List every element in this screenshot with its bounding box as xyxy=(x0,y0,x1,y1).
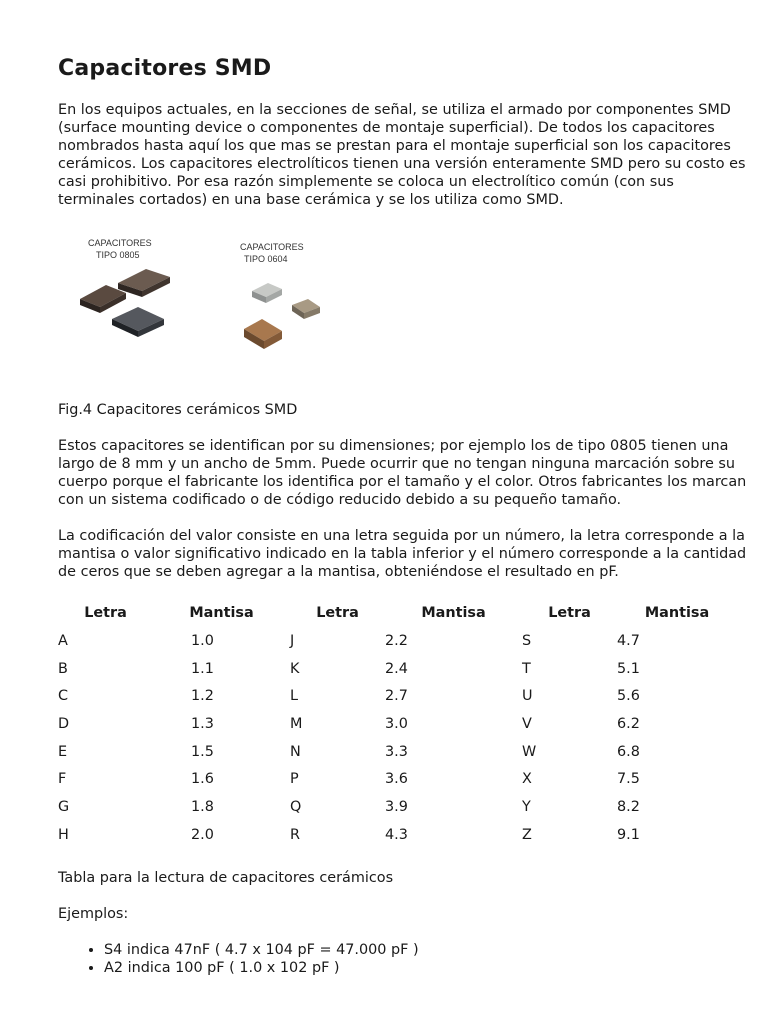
table-cell: T xyxy=(522,660,531,677)
intro-paragraph: En los equipos actuales, en la secciones de señal, se utiliza el armado por componentes SMD (surface mounting device o componentes de montaje superficial). De todos los capacitores nombrados hasta aquí los que mas se prestan para el montaje superficial son los capacitores cerámicos. Los capacitores electrolíticos tienen una versión enteramente SMD pero su costo es casi prohibitivo. Por esa razón simplemente se coloca un electrolítico común (con sus terminales cortados) en una base cerámica y se los utiliza como SMD. xyxy=(58,102,746,208)
table-row xyxy=(58,765,737,793)
figure-caption: Fig.4 Capacitores cerámicos SMD xyxy=(58,402,298,418)
table-row xyxy=(58,793,737,821)
table-cell: Z xyxy=(522,826,532,843)
table-cell: 6.2 xyxy=(617,715,640,732)
table-header: Letra xyxy=(84,605,127,621)
table-cell: 1.2 xyxy=(191,688,214,705)
dimensions-paragraph: Estos capacitores se identifican por su dimensiones; por ejemplo los de tipo 0805 tienen una largo de 8 mm y un ancho de 5mm. Puede ocurrir que no tengan ninguna marcación sobre su cuerpo porque el fabricante los identifica por el tamaño y el color. Otros fabricantes los marcan con un sistema codificado o de código reducido debido a su pequeño tamaño. xyxy=(58,438,747,508)
table-row xyxy=(58,821,737,849)
capacitor-0604-b xyxy=(292,299,320,319)
table-cell: 2.4 xyxy=(385,660,408,677)
table-cell: L xyxy=(290,688,299,705)
page-title: Capacitores SMD xyxy=(58,56,272,81)
list-item: • A2 indica 100 pF ( 1.0 x 102 pF ) xyxy=(104,959,748,977)
table-cell: K xyxy=(290,660,300,677)
table-cell: 3.0 xyxy=(385,715,408,732)
table-row xyxy=(58,627,737,655)
table-cell: 1.3 xyxy=(191,715,214,732)
table-cell: Y xyxy=(522,798,531,815)
table-cell: 1.5 xyxy=(191,743,214,760)
figure-label-0604: CAPACITORES TIPO 0604 xyxy=(240,242,304,264)
capacitor-0805-b xyxy=(118,269,170,297)
table-cell: 3.6 xyxy=(385,771,408,788)
table-cell: W xyxy=(522,743,537,760)
table-cell: 1.1 xyxy=(191,660,214,677)
table-cell: 2.0 xyxy=(191,826,214,843)
table-cell: 1.0 xyxy=(191,632,214,649)
table-cell: 3.3 xyxy=(385,743,408,760)
table-cell: J xyxy=(290,632,295,649)
table-cell: 9.1 xyxy=(617,826,640,843)
table-header: Mantisa xyxy=(189,605,254,621)
table-cell: R xyxy=(290,826,300,843)
table-cell: E xyxy=(58,743,68,760)
table-caption: Tabla para la lectura de capacitores cerámicos xyxy=(58,869,394,886)
table-cell: U xyxy=(522,688,533,705)
coding-paragraph: La codificación del valor consiste en una letra seguida por un número, la letra corresponde a la mantisa o valor significativo indicado en la tabla inferior y el número corresponde a la cantidad de ceros que se deben agregar a la mantisa, obteniéndose el resultado en pF. xyxy=(58,528,747,580)
examples-list xyxy=(58,941,748,977)
table-cell: P xyxy=(290,771,299,788)
table-cell: C xyxy=(58,688,69,705)
table-cell: Q xyxy=(290,798,302,815)
table-header: Letra xyxy=(316,605,359,621)
table-cell: N xyxy=(290,743,301,760)
table-row xyxy=(58,655,737,683)
table-cell: H xyxy=(58,826,69,843)
table-header: Mantisa xyxy=(421,605,486,621)
table-cell: B xyxy=(58,660,68,677)
table-cell: 4.3 xyxy=(385,826,408,843)
table-cell: G xyxy=(58,798,70,815)
table-cell: X xyxy=(522,771,532,788)
examples-heading: Ejemplos: xyxy=(58,905,129,922)
table-cell: 5.6 xyxy=(617,688,640,705)
table-header: Letra xyxy=(548,605,591,621)
figure-label-0805: CAPACITORES TIPO 0805 xyxy=(88,238,152,260)
capacitor-0604-a xyxy=(252,283,282,303)
table-header-row xyxy=(58,599,737,627)
capacitor-figure xyxy=(72,227,372,367)
table-cell: 4.7 xyxy=(617,632,640,649)
list-item: • S4 indica 47nF ( 4.7 x 104 pF = 47.000 pF ) xyxy=(104,941,748,959)
letter-mantissa-table xyxy=(58,599,737,849)
table-row xyxy=(58,738,737,766)
table-cell: 1.8 xyxy=(191,798,214,815)
table-row xyxy=(58,682,737,710)
table-cell: 7.5 xyxy=(617,771,640,788)
capacitor-0604-c xyxy=(244,319,282,349)
table-cell: M xyxy=(290,715,303,732)
table-cell: 5.1 xyxy=(617,660,640,677)
table-cell: 1.6 xyxy=(191,771,214,788)
table-cell: 2.2 xyxy=(385,632,408,649)
table-cell: V xyxy=(522,715,532,732)
document-page xyxy=(58,56,748,977)
table-cell: A xyxy=(58,632,68,649)
table-cell: 8.2 xyxy=(617,798,640,815)
table-cell: 3.9 xyxy=(385,798,408,815)
table-row xyxy=(58,710,737,738)
table-cell: S xyxy=(522,632,532,649)
table-cell: 2.7 xyxy=(385,688,408,705)
table-cell: F xyxy=(58,771,67,788)
capacitor-0805-c xyxy=(112,307,164,337)
table-header: Mantisa xyxy=(644,605,710,621)
capacitor-photo xyxy=(72,227,372,367)
table-cell: D xyxy=(58,715,70,732)
table-cell: 6.8 xyxy=(617,743,640,760)
